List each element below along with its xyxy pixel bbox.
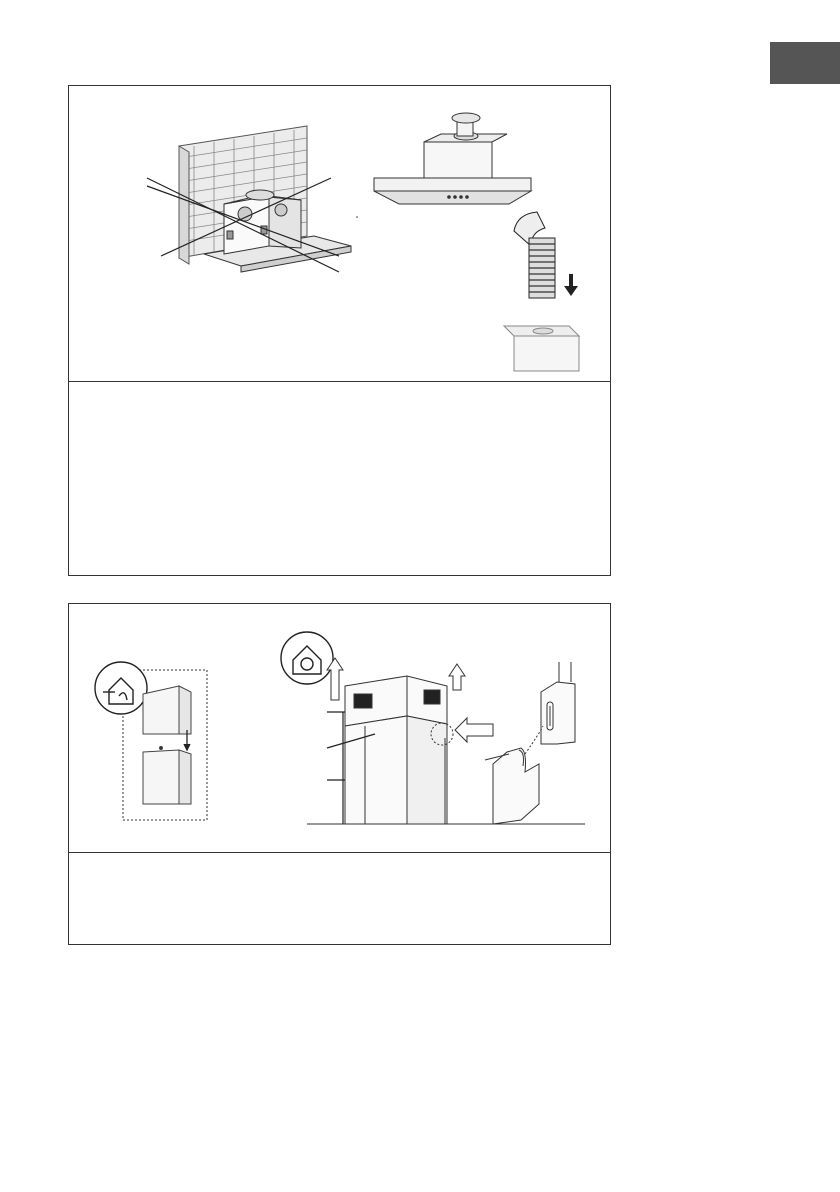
house-recirculation-icon	[281, 632, 333, 684]
step2-illustration	[69, 604, 610, 853]
up-arrow-right	[449, 664, 465, 690]
instruction-box-step1	[68, 85, 611, 576]
language-tab	[770, 42, 840, 84]
house-vent-out-icon	[95, 662, 147, 714]
step1-text	[69, 382, 610, 576]
left-arrow	[455, 718, 493, 742]
step1-drawing	[69, 86, 612, 381]
chimney-assembly	[345, 676, 447, 824]
detail-connector	[525, 726, 543, 754]
down-arrow-icon	[564, 274, 578, 296]
range-hood	[374, 113, 531, 204]
step1-illustration	[69, 86, 610, 382]
instruction-box-step2	[68, 603, 611, 945]
step2-drawing	[69, 604, 612, 852]
mounting-bracket-detail	[493, 662, 575, 824]
motor-housing	[504, 326, 579, 371]
flexible-duct	[514, 212, 555, 298]
step2-text	[69, 853, 610, 945]
